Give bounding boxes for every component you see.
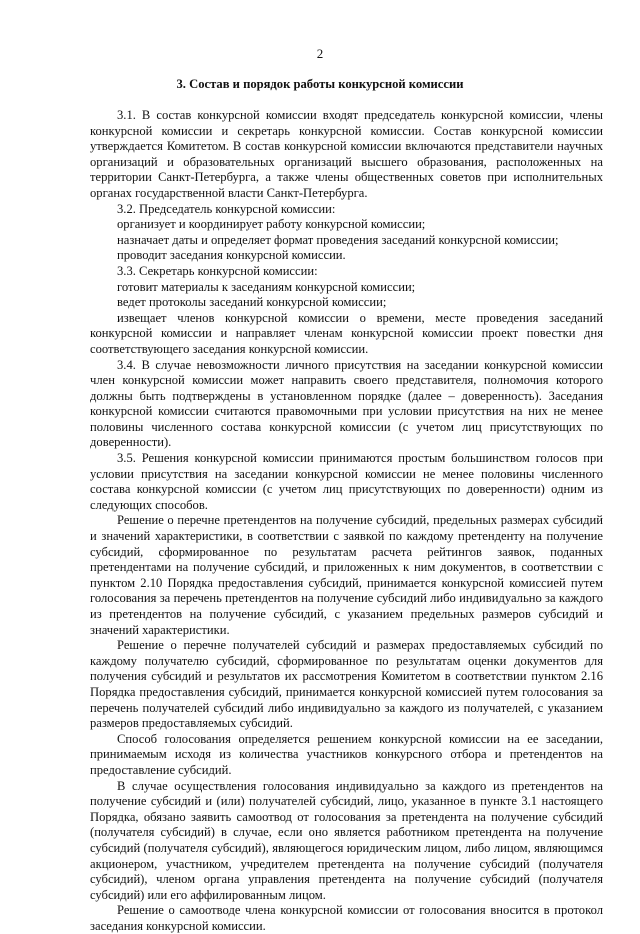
body-text [90, 108, 603, 934]
paragraph-3-2: 3.2. Председатель конкурсной комиссии: [117, 201, 336, 216]
paragraph-recusal: В случае осуществления голосования индивидуально за каждого из претендентов на получение субсидий и (или) получателей субсидий, лицо, указанное в пункте 3.1 настоящего Порядка, обязано заявить самоотвод от голосования за претендента на получение субсидий (получателя субсидий) в случае, если оно является работником претендента на получение субсидий (получателя субсидий), являющегося юридическим лицом, либо лицом, являющимся акционером, участником, учредителем претендента на получение субсидий (получателя субсидий), членом органа управления претендента на получение субсидий (получателя субсидий) или его аффилированным лицом. [90, 778, 603, 902]
page-number: 2 [316, 46, 324, 61]
paragraph-decision-applicants: Решение о перечне претендентов на получение субсидий, предельных размерах субсидий и значений характеристики, в соответствии с заявкой по каждому претенденту на получение субсидий, сформированное по результатам расчета рейтингов заявок, поданных претендентами на получение субсидий, и приложенных к ним документов, в соответствии с пунктом 2.10 Порядка предоставления субсидий, принимается конкурсной комиссией путем голосования за перечень претендентов на получение субсидий либо индивидуально за каждого из претендентов на получение субсидий, с указанием предельных размеров субсидий и значений характеристики. [90, 513, 603, 637]
paragraph-chair-duty-2: назначает даты и определяет формат проведения заседаний конкурсной комиссии; [117, 232, 559, 247]
paragraph-3-1: 3.1. В состав конкурсной комиссии входят председатель конкурсной комиссии, члены конкурсной комиссии и секретарь конкурсной комиссии. Состав конкурсной комиссии утверждается Комитетом. В состав конкурсной комиссии включаются представители научных организаций и образовательных организаций высшего образования, расположенных на территории Санкт-Петербурга, а также члены общественных советов при исполнительных органах государственной власти Санкт-Петербурга. [90, 108, 603, 200]
paragraph-secretary-duty-1: готовит материалы к заседаниям конкурсной комиссии; [117, 279, 416, 294]
paragraph-3-3: 3.3. Секретарь конкурсной комиссии: [117, 263, 318, 278]
paragraph-recusal-protocol: Решение о самоотводе члена конкурсной комиссии от голосования вносится в протокол заседания конкурсной комиссии. [90, 903, 603, 933]
paragraph-decision-recipients: Решение о перечне получателей субсидий и размерах предоставляемых субсидий по каждому получателю субсидий, сформированное по результатам оценки документов для получения субсидий и результатов их рассмотрения Комитетом в соответствии пунктом 2.16 Порядка предоставления субсидий, принимается конкурсной комиссией путем голосования за перечень получателей субсидий либо индивидуально за каждого из получателей, с указанием размеров предоставляемых субсидий. [90, 638, 603, 731]
paragraph-chair-duty-3: проводит заседания конкурсной комиссии. [117, 248, 346, 263]
paragraph-voting-method: Способ голосования определяется решением конкурсной комиссии на ее заседании, принимаемым исходя из количества участников конкурсного отбора и претендентов на предоставление субсидий. [90, 731, 603, 777]
paragraph-chair-duty-1: организует и координирует работу конкурсной комиссии; [117, 217, 426, 232]
paragraph-secretary-duty-3: извещает членов конкурсной комиссии о времени, месте проведения заседаний конкурсной комиссии и направляет членам конкурсной комиссии проект повестки дня соответствующего заседания конкурсной комиссии. [90, 310, 603, 356]
paragraph-3-4: 3.4. В случае невозможности личного присутствия на заседании конкурсной комиссии член конкурсной комиссии может направить своего представителя, полномочия которого должны быть подтверждены в установленном порядке (далее – доверенность). Заседания конкурсной комиссии считаются правомочными при условии присутствия на них не менее половины численного состава конкурсной комиссии (с учетом лиц присутствующих по доверенности). [90, 357, 603, 450]
paragraph-secretary-duty-2: ведет протоколы заседаний конкурсной комиссии; [117, 295, 387, 310]
paragraph-3-5: 3.5. Решения конкурсной комиссии принимаются простым большинством голосов при условии присутствия на заседании конкурсной комиссии не менее половины численного состава конкурсной комиссии (с учетом лиц присутствующих по доверенности) одним из следующих способов. [90, 451, 603, 512]
section-title: 3. Состав и порядок работы конкурсной комиссии [176, 77, 464, 91]
